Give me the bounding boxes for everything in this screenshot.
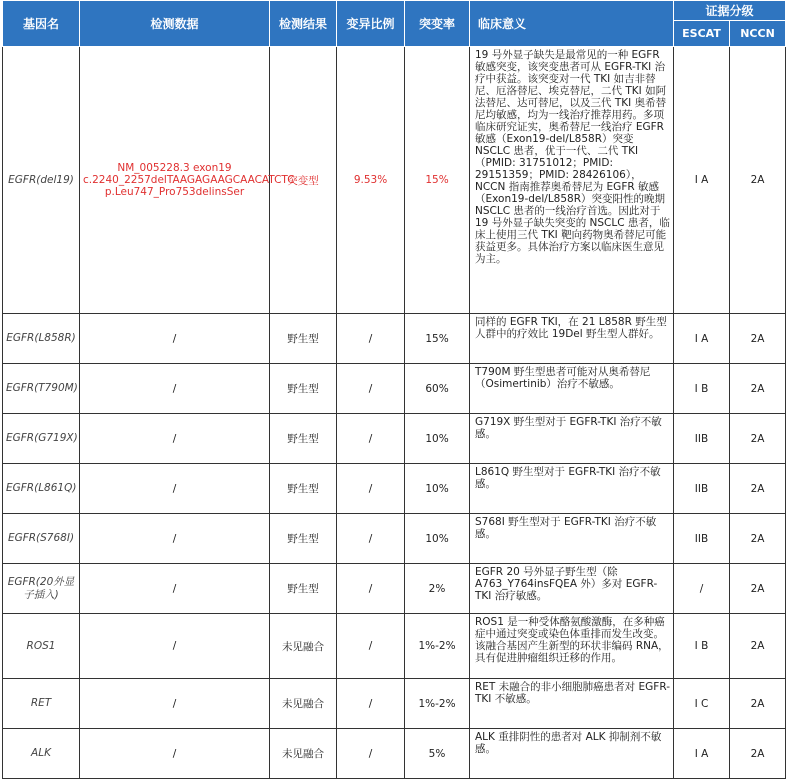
variant-ratio: / xyxy=(337,514,405,564)
mutation-rate: 15% xyxy=(405,314,470,364)
header-significance: 临床意义 xyxy=(470,1,674,47)
nccn-level: 2A xyxy=(730,464,786,514)
detection-data: / xyxy=(80,614,270,679)
header-nccn: NCCN xyxy=(730,21,786,47)
gene-name: EGFR(T790M) xyxy=(3,364,80,414)
detection-data: NM_005228.3 exon19 c.2240_2257delTAAGAGAAGCAACATCTC p.Leu747_Pro753delinsSer xyxy=(80,47,270,314)
detection-result: 突变型 xyxy=(270,47,337,314)
mutation-rate: 10% xyxy=(405,464,470,514)
escat-level: IIB xyxy=(674,464,730,514)
mutation-rate: 1%-2% xyxy=(405,614,470,679)
nccn-level: 2A xyxy=(730,679,786,729)
nccn-level: 2A xyxy=(730,364,786,414)
header-evidence: 证据分级 xyxy=(674,1,786,21)
detection-data: / xyxy=(80,364,270,414)
gene-name: RET xyxy=(3,679,80,729)
detection-result: 野生型 xyxy=(270,464,337,514)
header-escat: ESCAT xyxy=(674,21,730,47)
variant-ratio: 9.53% xyxy=(337,47,405,314)
escat-level: I A xyxy=(674,729,730,779)
detection-result: 野生型 xyxy=(270,514,337,564)
escat-level: IIB xyxy=(674,514,730,564)
detection-result: 野生型 xyxy=(270,364,337,414)
gene-test-table xyxy=(2,0,786,779)
nccn-level: 2A xyxy=(730,414,786,464)
variant-ratio: / xyxy=(337,364,405,414)
clinical-significance: G719X 野生型对于 EGFR-TKI 治疗不敏感。 xyxy=(470,414,674,464)
escat-level: I B xyxy=(674,364,730,414)
nccn-level: 2A xyxy=(730,614,786,679)
table-row xyxy=(3,314,786,364)
header-data: 检测数据 xyxy=(80,1,270,47)
escat-level: / xyxy=(674,564,730,614)
mutation-rate: 10% xyxy=(405,514,470,564)
table-row xyxy=(3,414,786,464)
table-row xyxy=(3,47,786,314)
table-row xyxy=(3,364,786,414)
variant-ratio: / xyxy=(337,614,405,679)
clinical-significance: ROS1 是一种受体酪氨酸激酶，在多种癌症中通过突变或染色体重排而发生改变。该融合基因产生新型的环状非编码 RNA，具有促进肿瘤组织迁移的作用。 xyxy=(470,614,674,679)
detection-data: / xyxy=(80,414,270,464)
mutation-rate: 2% xyxy=(405,564,470,614)
clinical-significance: 19 号外显子缺失是最常见的一种 EGFR 敏感突变，该突变患者可从 EGFR-TKI 治疗中获益。该突变对一代 TKI 如吉非替尼、厄洛替尼、埃克替尼，二代 TKI 如阿法替尼、达可替尼，以及三代 TKI 奥希替尼均敏感，均为一线治疗推荐用药。多项临床研究证实，奥希替尼一线治疗 EGFR 敏感（Exon19-del/L858R）突变 NSCLC 患者，优于一代、二代 TKI（PMID: 31751012；PMID: 29151359；PMID: 28426106），NCCN 指南推荐奥希替尼为 EGFR 敏感（Exon19-del/L858R）突变阳性的晚期 NSCLC 患者的一线治疗首选。因此对于 19 号外显子缺失突变的 NSCLC 患者，临床上使用三代 TKI 靶向药物奥希替尼可能获益更多。具体治疗方案以临床医生意见为主。 xyxy=(470,47,674,314)
mutation-rate: 60% xyxy=(405,364,470,414)
nccn-level: 2A xyxy=(730,729,786,779)
variant-ratio: / xyxy=(337,464,405,514)
detection-data: / xyxy=(80,564,270,614)
table-row xyxy=(3,679,786,729)
detection-result: 未见融合 xyxy=(270,679,337,729)
header-result: 检测结果 xyxy=(270,1,337,47)
table-row xyxy=(3,729,786,779)
variant-ratio: / xyxy=(337,729,405,779)
gene-name: EGFR(L861Q) xyxy=(3,464,80,514)
variant-ratio: / xyxy=(337,314,405,364)
detection-data: / xyxy=(80,314,270,364)
nccn-level: 2A xyxy=(730,47,786,314)
mutation-rate: 15% xyxy=(405,47,470,314)
gene-name: ROS1 xyxy=(3,614,80,679)
escat-level: IIB xyxy=(674,414,730,464)
gene-name: EGFR(L858R) xyxy=(3,314,80,364)
detection-result: 未见融合 xyxy=(270,614,337,679)
detection-result: 野生型 xyxy=(270,564,337,614)
variant-ratio: / xyxy=(337,414,405,464)
mutation-rate: 5% xyxy=(405,729,470,779)
detection-data: / xyxy=(80,464,270,514)
clinical-significance: T790M 野生型患者可能对从奥希替尼（Osimertinib）治疗不敏感。 xyxy=(470,364,674,414)
table-row xyxy=(3,464,786,514)
gene-name: ALK xyxy=(3,729,80,779)
escat-level: I B xyxy=(674,614,730,679)
nccn-level: 2A xyxy=(730,514,786,564)
table-row xyxy=(3,564,786,614)
nccn-level: 2A xyxy=(730,314,786,364)
table-row xyxy=(3,514,786,564)
variant-ratio: / xyxy=(337,564,405,614)
header-ratio: 变异比例 xyxy=(337,1,405,47)
detection-result: 野生型 xyxy=(270,314,337,364)
gene-name: EGFR(S768I) xyxy=(3,514,80,564)
header-gene: 基因名 xyxy=(3,1,80,47)
detection-data: / xyxy=(80,514,270,564)
detection-result: 未见融合 xyxy=(270,729,337,779)
clinical-significance: S768I 野生型对于 EGFR-TKI 治疗不敏感。 xyxy=(470,514,674,564)
clinical-significance: EGFR 20 号外显子野生型（除 A763_Y764insFQEA 外）多对 EGFR-TKI 治疗敏感。 xyxy=(470,564,674,614)
clinical-significance: RET 未融合的非小细胞肺癌患者对 EGFR-TKI 不敏感。 xyxy=(470,679,674,729)
variant-ratio: / xyxy=(337,679,405,729)
detection-data: / xyxy=(80,729,270,779)
detection-result: 野生型 xyxy=(270,414,337,464)
clinical-significance: 同样的 EGFR TKI，在 21 L858R 野生型人群中的疗效比 19Del 野生型人群好。 xyxy=(470,314,674,364)
clinical-significance: L861Q 野生型对于 EGFR-TKI 治疗不敏感。 xyxy=(470,464,674,514)
header-rate: 突变率 xyxy=(405,1,470,47)
table-row xyxy=(3,614,786,679)
detection-data: / xyxy=(80,679,270,729)
escat-level: I A xyxy=(674,314,730,364)
gene-name: EGFR(20外显子插入) xyxy=(3,564,80,614)
clinical-significance: ALK 重排阴性的患者对 ALK 抑制剂不敏感。 xyxy=(470,729,674,779)
gene-name: EGFR(G719X) xyxy=(3,414,80,464)
escat-level: I C xyxy=(674,679,730,729)
gene-name: EGFR(del19) xyxy=(3,47,80,314)
nccn-level: 2A xyxy=(730,564,786,614)
escat-level: I A xyxy=(674,47,730,314)
mutation-rate: 10% xyxy=(405,414,470,464)
mutation-rate: 1%-2% xyxy=(405,679,470,729)
